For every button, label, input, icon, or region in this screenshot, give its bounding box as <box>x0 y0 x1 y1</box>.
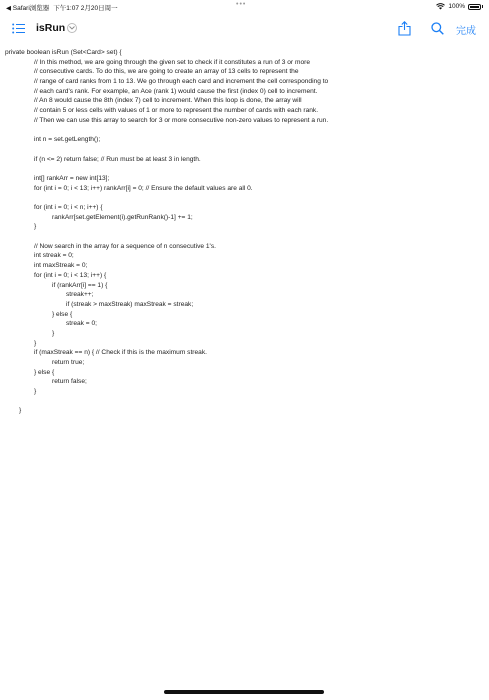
code-line: int n = set.getLength(); <box>34 136 101 144</box>
document-body <box>5 48 480 416</box>
code-line: for (int i = 0; i < 13; i++) { <box>34 271 107 279</box>
title-menu-button[interactable] <box>67 23 77 33</box>
search-icon[interactable] <box>431 22 444 35</box>
blank-line <box>5 193 480 203</box>
done-button[interactable]: 完成 <box>456 22 476 37</box>
code-line: if (n <= 2) return false; // Run must be at least 3 in length. <box>34 155 201 163</box>
chevron-down-icon <box>69 26 75 30</box>
code-line: streak = 0; <box>66 320 97 328</box>
code-line: } <box>34 388 37 396</box>
code-line: } <box>52 329 55 337</box>
code-line: int streak = 0; <box>34 252 74 260</box>
list-icon[interactable] <box>12 23 25 34</box>
code-line: return true; <box>52 359 85 366</box>
code-line: for (int i = 0; i < n; i++) { <box>34 204 103 211</box>
multitasking-dots[interactable]: ••• <box>236 1 247 8</box>
code-line: } else { <box>34 368 55 376</box>
code-line: streak++; <box>66 291 94 299</box>
code-line: } <box>34 339 37 347</box>
code-line: if (rankArr[i] == 1) { <box>52 281 108 289</box>
code-line: // range of card ranks from 1 to 13. We go through each card and increment the cell corresponding to <box>34 78 329 86</box>
code-line: // In this method, we are going through the given set to check if it constitutes a run of 3 or more <box>34 58 310 66</box>
code-line: } <box>19 407 22 415</box>
back-to-app-link[interactable]: ◀ Safari浏览器 <box>6 5 50 12</box>
code-line: // contain 5 or less cells with values of 1 or more to represent the number of cards with each rank. <box>34 107 319 115</box>
document-title: isRun <box>36 22 66 34</box>
code-line: // each card's rank. For example, an Ace (rank 1) would cause the first (index 0) cell to increment. <box>34 87 318 95</box>
code-line: private boolean isRun (Set<Card> set) { <box>5 49 122 56</box>
share-icon[interactable] <box>398 21 411 36</box>
code-line: int maxStreak = 0; <box>34 262 88 270</box>
code-line: int[] rankArr = new int[13]; <box>34 174 110 182</box>
blank-line <box>5 145 480 155</box>
code-line: if (maxStreak == n) { // Check if this is the maximum streak. <box>34 349 207 357</box>
wifi-icon <box>436 3 445 10</box>
blank-line <box>5 232 480 242</box>
code-line: for (int i = 0; i < 13; i++) rankArr[i] = 0; // Ensure the default values are all 0. <box>34 184 253 192</box>
status-time-date: 下午1:07 2月20日周一 <box>53 5 118 12</box>
battery-percent: 100% <box>448 3 465 10</box>
home-indicator[interactable] <box>164 690 324 694</box>
code-line: if (streak > maxStreak) maxStreak = streak; <box>66 300 194 308</box>
code-line: // consecutive cards. To do this, we are going to create an array of 13 cells to represent the <box>34 68 299 76</box>
blank-line <box>5 126 480 136</box>
code-line: } else { <box>52 310 73 318</box>
blank-line <box>5 397 480 407</box>
code-line: } <box>34 223 37 231</box>
code-line: // An 8 would cause the 8th (index 7) cell to increment. When this loop is done, the array will <box>34 97 302 105</box>
code-line: return false; <box>52 378 87 386</box>
status-bar <box>0 0 489 14</box>
battery-icon <box>468 4 481 10</box>
code-line: // Now search in the array for a sequence of n consecutive 1's. <box>34 242 216 250</box>
battery-tip <box>482 5 483 8</box>
code-line: // Then we can use this array to search for 3 or more consecutive non-zero values to represent a run. <box>34 116 329 124</box>
code-line: rankArr[set.getElement(i).getRunRank()-1] += 1; <box>52 213 193 221</box>
navigation-bar <box>0 14 489 44</box>
blank-line <box>5 164 480 174</box>
